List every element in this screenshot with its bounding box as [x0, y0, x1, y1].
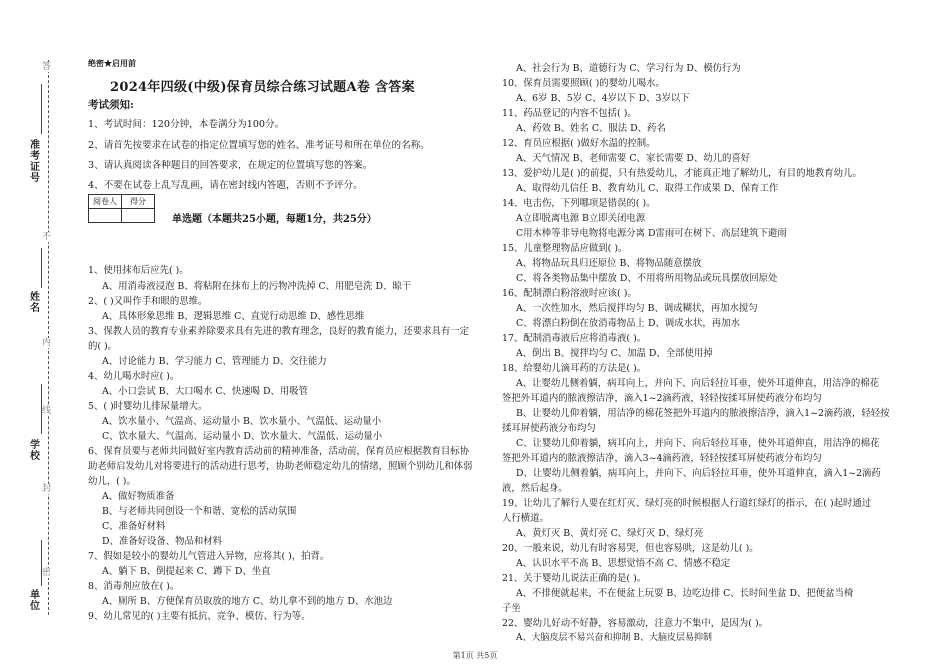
seal-word: 密 [42, 568, 52, 578]
rule-1: 1、考试时间：120分钟，本卷满分为100分。 [88, 119, 285, 130]
rule-3: 3、请认真阅读各种题目的回答要求，在规定的位置填写您的答案。 [88, 160, 373, 171]
option-line: A、厕所 B、方便保育员取放的地方 C、幼儿拿不到的地方 D、水池边 [102, 596, 393, 607]
option-line: C、饮水量大、气温高、运动量小 D、饮水量大、气温低、运动量小 [102, 431, 383, 442]
option-line: A、做好物质准备 [102, 491, 175, 502]
score-label: 得分 [122, 195, 155, 209]
name-field[interactable] [41, 248, 42, 288]
option-line: 签把外耳道内的脓液擦洁净，滴入3~4滴药液，轻轻按揉耳屏使药液分布均匀 [502, 453, 822, 464]
option-line: A、倒出 B、搅拌均匀 C、加温 D、全部使用掉 [516, 348, 713, 359]
question-line: 21、关于婴幼儿说法正确的是( )。 [502, 573, 647, 584]
option-line: A、黄灯灭 B、黄灯亮 C、绿灯灭 D、绿灯亮 [516, 528, 704, 539]
option-line: A、一次性加水，然后搅拌均匀 B、调成糊状，再加水搅匀 [516, 303, 758, 314]
notice-heading: 考试须知: [88, 99, 134, 111]
seal-word: 答 [42, 62, 52, 72]
option-line: 液，然后起身。 [502, 483, 568, 494]
option-line: D、让婴幼儿侧着躺，病耳向上，并向下、向后轻拉耳垂，使外耳道伸直，滴入1~2滴药 [516, 468, 881, 479]
question-line: 6、保育员要与老师共同做好室内教育活动前的精神准备，活动前，保育员应根据教育目标协 [88, 446, 469, 457]
score-table [88, 194, 155, 223]
exam-number-field[interactable] [41, 84, 42, 134]
question-line: 幼儿，( )。 [88, 476, 136, 487]
option-line: A、讨论能力 B、学习能力 C、管理能力 D、交往能力 [102, 356, 327, 367]
option-line: A、天气情况 B、老师需要 C、家长需要 D、幼儿的喜好 [516, 153, 751, 164]
option-line: A、用消毒液浸泡 B、将粘附在抹布上的污物冲洗掉 C、用肥皂洗 D、晾干 [102, 281, 412, 292]
question-line: 的( )。 [88, 341, 118, 352]
seal-word: 不 [42, 232, 52, 242]
school-label: 学校 [30, 440, 40, 462]
option-line: A、不排便就起来，不在便盆上玩耍 B、边吃边排 C、长时间坐盆 D、把便盆当椅 [516, 588, 854, 599]
question-line: 16、配制漂白粉溶液时应该( )。 [502, 288, 637, 299]
option-line: 签把外耳道内的脓液擦洁净，滴入1~2滴药液，轻轻按揉耳屏使药液分布均匀 [502, 393, 822, 404]
option-line: C、让婴幼儿仰着躺，病耳向上，并向下、向后轻拉耳垂，使外耳道伸直，用洁净的棉花 [516, 438, 880, 449]
option-line: A、将物品玩具归还原位 B、将物品随意摆放 [516, 258, 702, 269]
question-line: 2、( )又叫作手和眼的思维。 [88, 296, 208, 307]
option-line: B、让婴幼儿仰着躺，用洁净的棉花签把外耳道内的脓液擦洁净，滴入1~2滴药液，轻轻按 [516, 408, 890, 419]
option-line: A、饮水量小、气温高、运动量小 B、饮水量小、气温低、运动量小 [102, 416, 382, 427]
question-line: 11、药品登记的内容不包括( )。 [502, 108, 637, 119]
option-line: A、取得幼儿信任 B、教育幼儿 C、取得工作成果 D、保育工作 [516, 183, 779, 194]
option-line: A、具体形象思维 B、逻辑思维 C、直觉行动思维 D、感性思维 [102, 311, 365, 322]
grader-cell[interactable] [89, 209, 122, 223]
question-line: 17、配制消毒液后应将消毒液( )。 [502, 333, 647, 344]
rule-4: 4、不要在试卷上乱写乱画，请在密封线内答题，否则不予评分。 [88, 180, 363, 191]
school-field[interactable] [41, 384, 42, 434]
option-line: 揉耳屏使药液分布均匀 [502, 423, 596, 434]
unit-field[interactable] [41, 540, 42, 586]
option-line: B、与老师共同创设一个和谐、宽松的活动氛围 [102, 506, 297, 517]
option-line: C、准备好材料 [102, 521, 166, 532]
score-cell[interactable] [122, 209, 155, 223]
rule-2: 2、请首先按要求在试卷的指定位置填写您的姓名、准考证号和所在单位的名称。 [88, 140, 430, 151]
option-line: A、小口尝试 B、大口喝水 C、快速喝 D、用吸管 [102, 386, 309, 397]
question-line: 4、幼儿喝水时应( )。 [88, 371, 180, 382]
question-line: 5、( )时婴幼儿排尿量增大。 [88, 401, 208, 412]
question-line: 3、保教人员的教育专业素养除要求具有先进的教育理念，良好的教育能力，还要求具有一定 [88, 326, 469, 337]
option-line: C、将各类物品集中摆放 D、不用将所用物品或玩具摆放回原处 [516, 273, 778, 284]
section-title: 单选题（本题共25小题，每题1分，共25分） [172, 214, 377, 225]
option-line: 子坐 [502, 603, 521, 614]
option-line: A、药效 B、姓名 C、服法 D、药名 [516, 123, 666, 134]
page-title: 2024年四级(中级)保育员综合练习试题A卷 含答案 [110, 80, 415, 95]
question-line: 20、一般来说，幼儿有时容易哭，但也容易哄，这是幼儿( )。 [502, 543, 759, 554]
option-line: A立即脱离电源 B立即关闭电源 [516, 213, 646, 224]
option-line: C用木棒等非导电物将电源分离 D雷雨可在树下、高层建筑下避雨 [516, 228, 787, 239]
secret-mark: 绝密★启用前 [88, 58, 136, 68]
grader-label: 阅卷人 [89, 195, 122, 209]
question-line: 10、保育员需要照顾( )的婴幼儿喝水。 [502, 78, 665, 89]
question-line: 助老师启发幼儿对将要进行的活动进行思考，协助老师稳定幼儿的情绪，照顾个别幼儿和体弱 [88, 461, 473, 472]
name-label: 姓名 [30, 292, 40, 314]
seal-word: 内 [42, 338, 52, 348]
option-line: A、社会行为 B、道德行为 C、学习行为 D、模仿行为 [516, 63, 741, 74]
question-line: 9、幼儿常见的( )主要有抵抗、竞争、模仿、行为等。 [88, 611, 311, 622]
question-line: 人行横道。 [502, 513, 549, 524]
option-line: D、准备好设备、物品和材料 [102, 536, 223, 547]
question-line: 8、消毒剂应放在( )。 [88, 581, 180, 592]
question-line: 12、育员应根据( )做好水温的控制。 [502, 138, 656, 149]
question-line: 13、爱护幼儿是( )的前提，只有热爱幼儿，才能真正地了解幼儿，有目的地教育幼儿。 [502, 168, 862, 179]
question-line: 18、给婴幼儿滴耳药的方法是( )。 [502, 363, 647, 374]
option-line: A、认识水平不高 B、思想觉悟不高 C、情感不稳定 [516, 558, 731, 569]
option-line: A、6岁 B、5岁 C、4岁以下 D、3岁以下 [516, 93, 690, 104]
question-line: 7、假如是较小的婴幼儿气管进入异物，应将其( )，拍背。 [88, 551, 330, 562]
option-line: C、将漂白粉倒在放消毒物品上 D、调成水状，再加水 [516, 318, 740, 329]
seal-word: 封 [42, 484, 52, 494]
page-footer: 第1页 共5页 [452, 651, 498, 660]
question-line: 14、电击伤，下列哪项是错误的( )。 [502, 198, 656, 209]
binding-margin [0, 0, 80, 671]
question-line: 22、婴幼儿好动不好静，容易激动，注意力不集中，是因为( )。 [502, 618, 768, 629]
question-line: 19、让幼儿了解行人要在红灯灭、绿灯亮的时候根据人行道红绿灯的指示，在( )起时通过 [502, 498, 872, 509]
seal-word: 线 [42, 406, 52, 416]
option-line: A、大脑皮层不易兴奋和抑制 B、大脑皮层易抑制 [516, 633, 712, 643]
unit-label: 单位 [30, 590, 40, 612]
option-line: A、让婴幼儿侧着躺，病耳向上，并向下、向后轻拉耳垂，使外耳道伸直，用洁净的棉花 [516, 378, 880, 389]
exam-number-label: 准考证号 [30, 140, 40, 184]
option-line: A、躺下 B、倒提起来 C、蹲下 D、坐直 [102, 566, 271, 577]
question-line: 1、使用抹布后应先( )。 [88, 265, 189, 276]
question-line: 15、儿童整理物品应做到( )。 [502, 243, 628, 254]
